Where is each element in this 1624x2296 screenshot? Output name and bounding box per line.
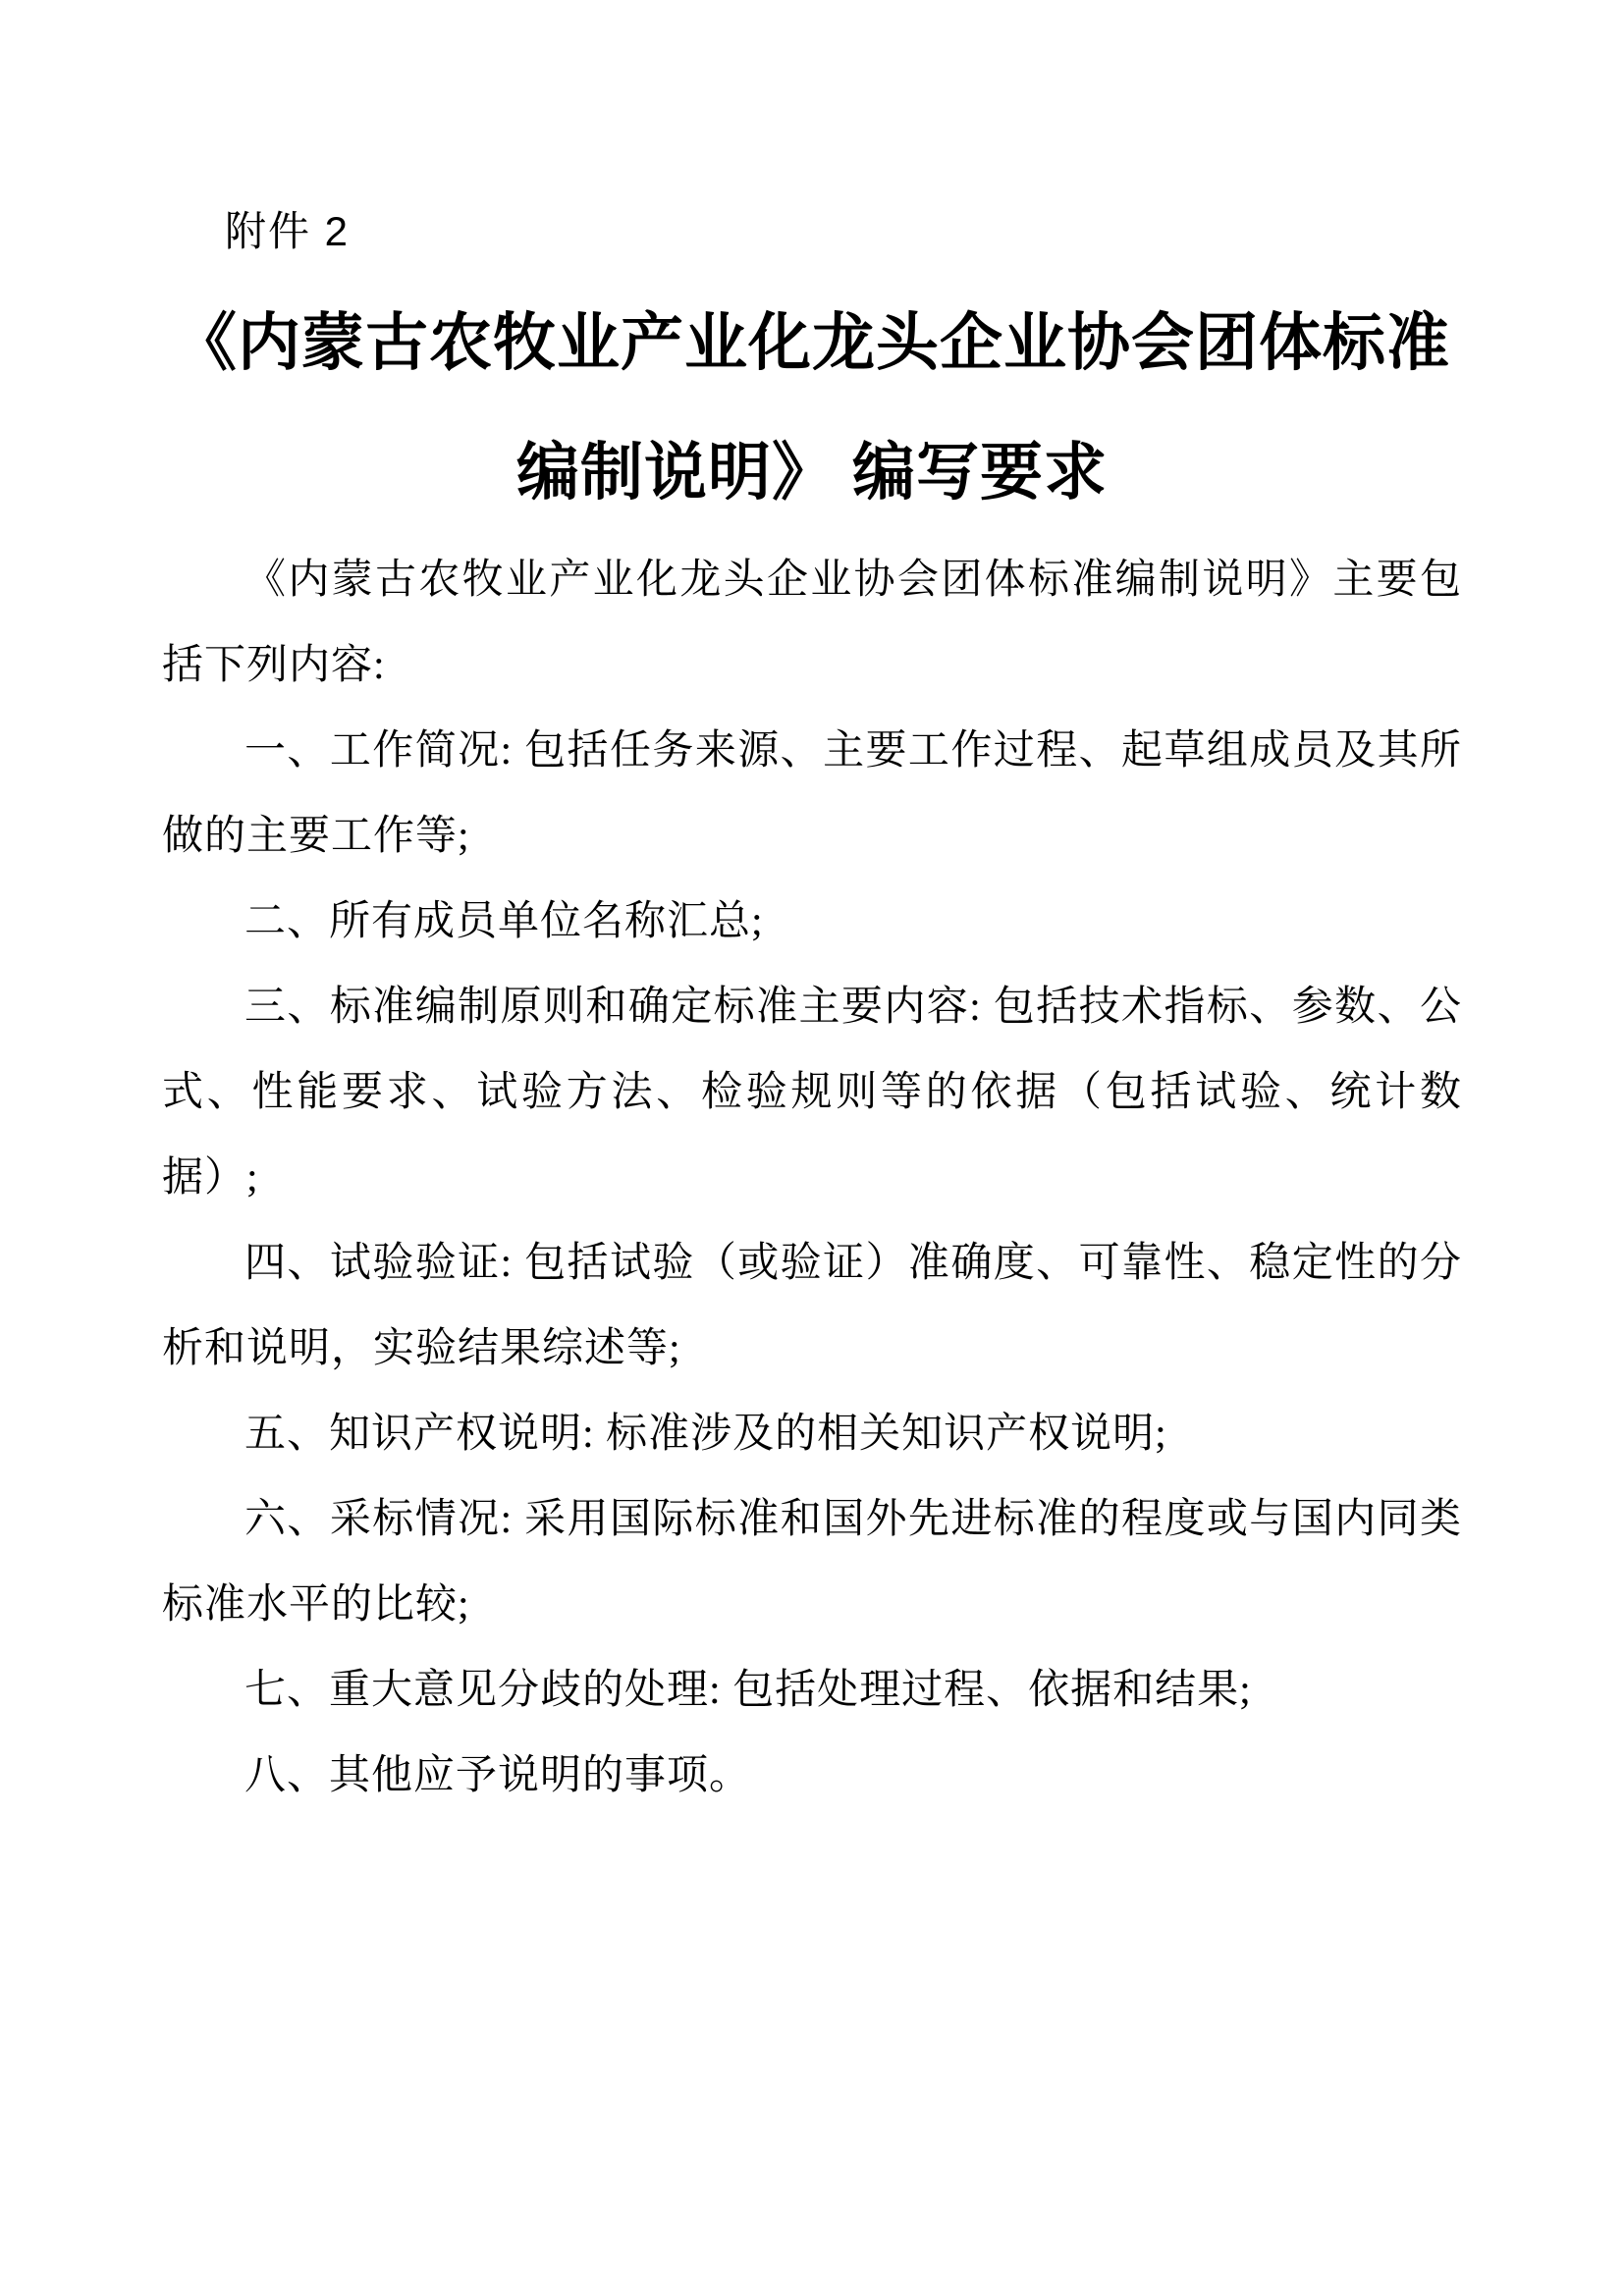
document-body: [162, 538, 1462, 1819]
title-line-1: 《内蒙古农牧业产业化龙头企业协会团体标准: [174, 308, 1450, 378]
paragraph-item-3: 三、标准编制原则和确定标准主要内容: 包括技术指标、参数、公式、性能要求、试验方法、检验规则等的依据（包括试验、统计数据）;: [162, 985, 1462, 1201]
paragraph-item-6: 六、采标情况: 采用国际标准和国外先进标准的程度或与国内同类标准水平的比较;: [162, 1497, 1462, 1628]
document-title: [162, 279, 1462, 538]
paragraph-intro: 《内蒙古农牧业产业化龙头企业协会团体标准编制说明》主要包括下列内容:: [162, 558, 1462, 688]
paragraph-item-4: 四、试验验证: 包括试验（或验证）准确度、可靠性、稳定性的分析和说明，实验结果综述等;: [162, 1241, 1462, 1371]
paragraph-item-5: 五、知识产权说明: 标准涉及的相关知识产权说明;: [244, 1412, 1167, 1457]
paragraph-item-8: 八、其他应予说明的事项。: [244, 1753, 752, 1798]
paragraph-item-2: 二、所有成员单位名称汇总;: [244, 899, 764, 944]
paragraph-item-1: 一、工作简况: 包括任务来源、主要工作过程、起草组成员及其所做的主要工作等;: [162, 728, 1462, 859]
title-line-2: 编制说明》 编写要求: [516, 438, 1108, 507]
paragraph-item-7: 七、重大意见分歧的处理: 包括处理过程、依据和结果;: [244, 1668, 1252, 1713]
attachment-label: 附件 2: [225, 208, 351, 254]
